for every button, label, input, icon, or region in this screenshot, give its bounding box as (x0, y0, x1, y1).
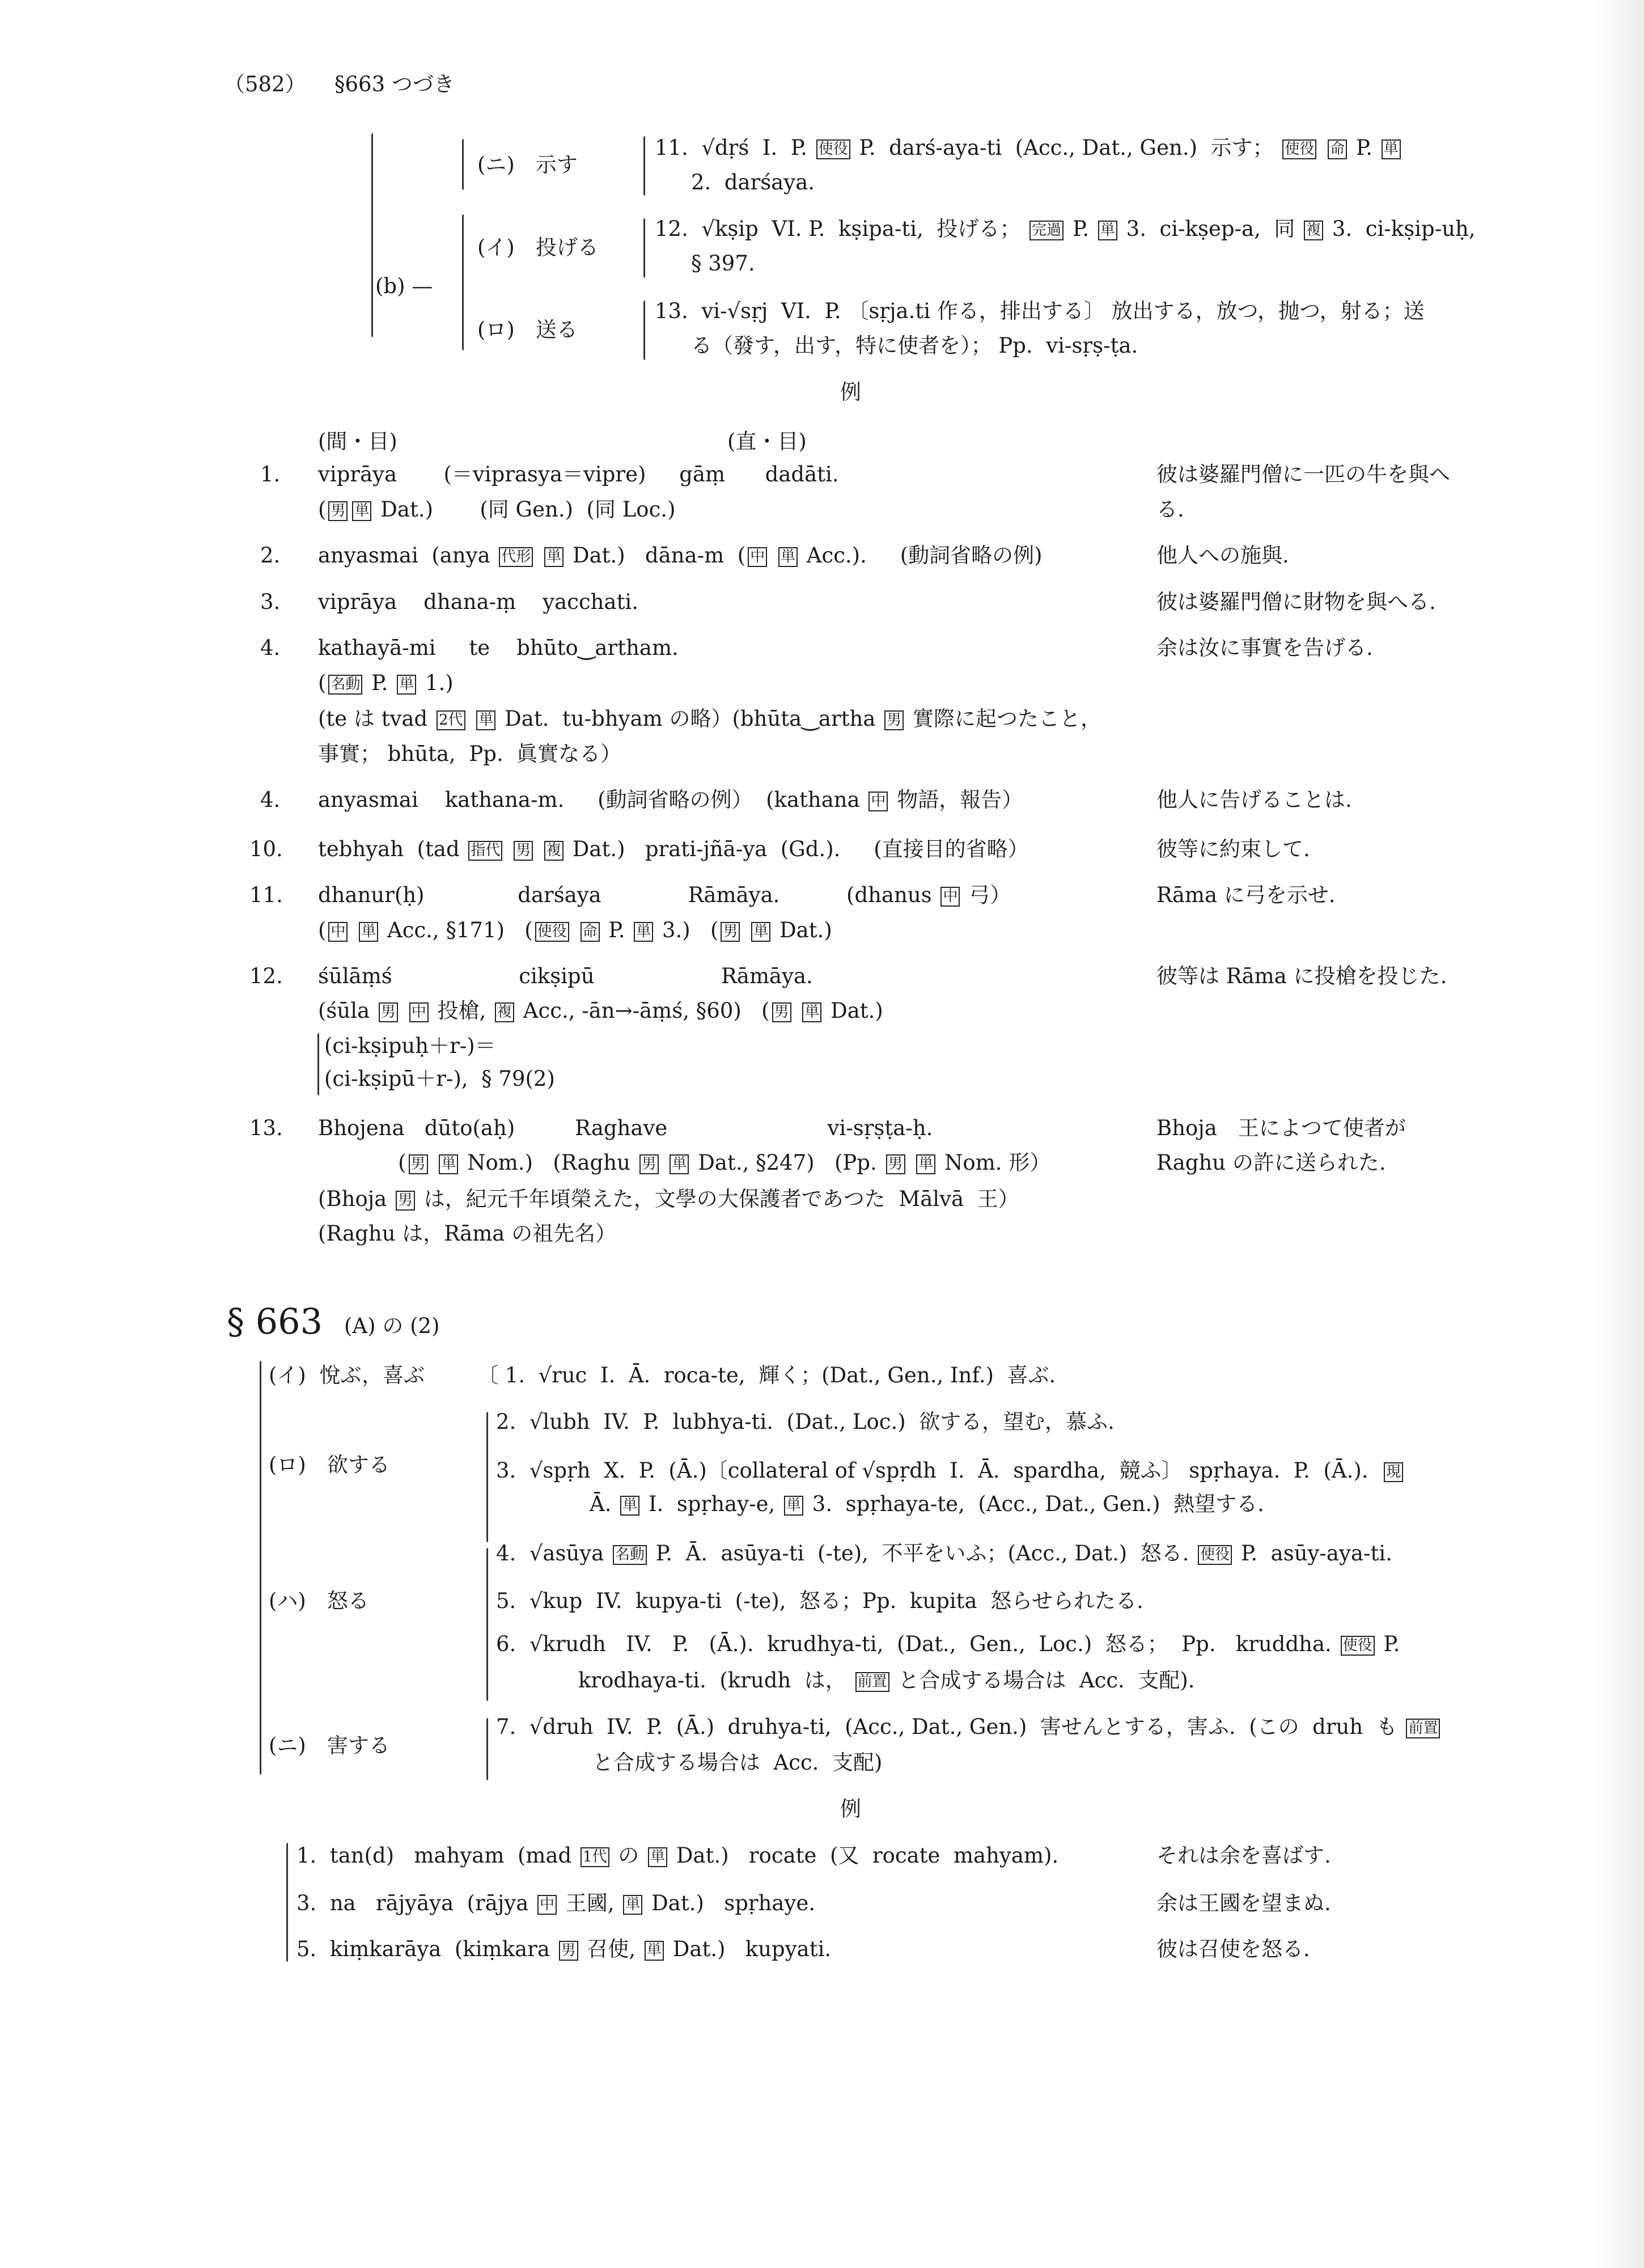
entry-line: 3. √spṛh X. P. (Ā.)〔collateral of √spṛdh I. Ā. spardha, 競ふ〕 spṛhaya. P. (Ā.). 現 (496, 1460, 1405, 1482)
grammar-abbrev-box: 指代 (468, 841, 502, 861)
grammar-abbrev-box: 単 (670, 1154, 689, 1174)
grammar-abbrev-box: 男 (772, 1002, 791, 1022)
section-heading: § 663 (227, 1301, 323, 1342)
category-label: (ニ) 害する (269, 1733, 390, 1758)
grammar-abbrev-box: 複 (1304, 221, 1323, 240)
brace (643, 218, 645, 278)
translation: 余は王國を望まぬ. (1156, 1891, 1331, 1915)
grammar-abbrev-box: 単 (648, 1847, 667, 1867)
example-text: dhanur(ḥ) darśaya Rāmāya. (dhanus 中 弓） (318, 883, 1011, 907)
grammar-abbrev-box: 使役 (816, 139, 850, 159)
grammar-abbrev-box: 単 (623, 1895, 642, 1915)
example-number: 13. (249, 1116, 283, 1140)
example-text: (ci-kṣipū＋r-), § 79(2) (324, 1067, 555, 1091)
column-label-direct-object: (直・目) (727, 429, 807, 454)
example-text: 5. kiṃkarāya (kiṃkara 男 召使, 単 Dat.) kupyati. (296, 1937, 832, 1961)
entry-line: § 397. (691, 251, 755, 276)
grammar-abbrev-box: 男 (514, 841, 533, 861)
grammar-abbrev-box: 単 (439, 1154, 458, 1174)
outer-brace (371, 133, 373, 337)
category-label: (ロ) 欲する (269, 1453, 390, 1477)
grammar-abbrev-box: 単 (645, 1941, 664, 1961)
grammar-abbrev-box: 単 (397, 675, 416, 695)
grammar-abbrev-box: 男 (328, 501, 348, 521)
entry-line: 4. √asūya 名動 P. Ā. asūya-ti (-te), 不平をいふ；(Acc., Dat.) 怒る. 使役 P. asūy-aya-ti. (496, 1541, 1392, 1565)
column-label-indirect-object: (間・目) (318, 429, 397, 454)
grammar-abbrev-box: 名動 (328, 675, 362, 695)
grammar-abbrev-box: 代形 (499, 547, 533, 567)
example-number: 2. (260, 543, 281, 568)
category-label: (ロ) 送る (477, 318, 578, 342)
grammar-abbrev-box: 単 (802, 1002, 821, 1022)
grammar-abbrev-box: 単 (620, 1496, 639, 1516)
grammar-abbrev-box: 複 (495, 1002, 514, 1022)
entry-line: 13. vi-√sṛj VI. P. 〔sṛja.ti 作る，排出する〕 放出する，放つ，抛つ，射る；送 (655, 299, 1425, 323)
example-number: 11. (249, 883, 283, 907)
grammar-abbrev-box: 単 (544, 547, 563, 567)
translation: 彼は婆羅門僧に財物を與へる. (1156, 590, 1436, 614)
example-text: anyasmai (anya 代形 単 Dat.) dāna-m ( 中 単 Acc.). (動詞省略の例) (318, 543, 1043, 568)
grammar-abbrev-box: 単 (916, 1154, 935, 1174)
entry-line: Ā. 単 I. spṛhay-e, 単 3. spṛhaya-te, (Acc., Dat., Gen.) 熱望する. (590, 1492, 1264, 1516)
entry-line: 2. darśaya. (691, 170, 815, 194)
running-section-title: §663 つづき (334, 72, 455, 96)
entry-line: 7. √druh IV. P. (Ā.) druhya-ti, (Acc., Dat., Gen.) 害せんとする，害ふ. (この druh も 前置 (496, 1716, 1442, 1738)
example-number: 1. (260, 462, 281, 486)
grammar-abbrev-box: 使役 (1198, 1545, 1232, 1565)
translation: 彼は召使を怒る. (1156, 1937, 1310, 1961)
example-number: 3. (260, 590, 281, 614)
translation: 彼等に約束して. (1156, 837, 1310, 861)
brace-i-ro (462, 214, 464, 350)
grammar-abbrev-box: 単 (1098, 221, 1117, 240)
grammar-abbrev-box: 単 (359, 922, 378, 942)
grammar-abbrev-box: 1代 (581, 1847, 609, 1867)
grammar-abbrev-box: 男 (884, 710, 904, 730)
grammar-abbrev-box: 男 (639, 1154, 659, 1174)
example-text: (śūla 男 中 投槍, 複 Acc., -ān→-āṃś, §60) ( 男 単 Dat.) (318, 998, 883, 1023)
example-number: 4. (260, 788, 281, 812)
category-label: (イ) 投げる (477, 235, 599, 260)
examples-heading: 例 (840, 1797, 861, 1821)
translation: 余は汝に事實を告げる. (1156, 636, 1373, 660)
scan-edge-shadow (1593, 0, 1644, 2268)
entry-line: 〔 1. √ruc I. Ā. roca-te, 輝く；(Dat., Gen., Inf.) 喜ぶ. (477, 1363, 1056, 1387)
entry-line: krodhaya-ti. (krudh は， 前置 と合成する場合は Acc. 支配). (578, 1668, 1195, 1692)
grammar-abbrev-box: 男 (886, 1154, 905, 1174)
grammar-abbrev-box: 単 (778, 547, 798, 567)
group-b-label: (b) — (375, 274, 433, 298)
translation: 彼は婆羅門僧に一匹の牛を與へ (1156, 462, 1450, 486)
entry-line: 2. √lubh IV. P. lubhya-ti. (Dat., Loc.) 欲する，望む，慕ふ. (496, 1410, 1115, 1434)
grammar-abbrev-box: 中 (328, 922, 348, 942)
category-label: (ハ) 怒る (269, 1589, 369, 1613)
entry-line: る（發す，出す，特に使者を）； Pp. vi-sṛṣ-ṭa. (691, 333, 1138, 358)
example-text: (Raghu は，Rāma の祖先名） (318, 1221, 617, 1246)
grammar-abbrev-box: 単 (751, 922, 770, 942)
grammar-abbrev-box: 単 (634, 922, 653, 942)
category-label: (イ) 悅ぶ，喜ぶ (269, 1363, 425, 1387)
example-number: 4. (260, 636, 281, 660)
translation: それは余を喜ばす. (1156, 1843, 1331, 1868)
example-text: anyasmai kathana-m. (動詞省略の例） (kathana 中 物語，報告） (318, 788, 1023, 812)
translation: 彼等は Rāma に投槍を投じた. (1156, 964, 1447, 988)
example-text: ( 中 単 Acc., §171) ( 使役 命 P. 単 3.) ( 男 単 Dat.) (318, 918, 832, 942)
example-text: ( 男 単 Dat.) (同 Gen.) (同 Loc.) (318, 497, 676, 522)
grammar-abbrev-box: 命 (581, 922, 600, 942)
grammar-abbrev-box: 複 (544, 841, 563, 861)
grammar-abbrev-box: 男 (721, 922, 740, 942)
translation: 他人に告げることは. (1156, 788, 1352, 812)
example-text: 3. na rājyāya (rājya 中 王國, 単 Dat.) spṛhaye. (296, 1891, 816, 1915)
brace (643, 136, 645, 196)
grammar-abbrev-box: 名動 (613, 1545, 647, 1565)
page-number: （582） (224, 72, 306, 96)
grammar-abbrev-box: 使役 (1341, 1636, 1375, 1656)
example-text: śūlāṃś cikṣipū Rāmāya. (318, 964, 813, 988)
grammar-abbrev-box: 前置 (855, 1672, 889, 1692)
grammar-abbrev-box: 単 (476, 710, 495, 730)
translation: 他人への施與. (1156, 543, 1289, 568)
entry-line: と合成する場合は Acc. 支配) (592, 1750, 883, 1775)
example-text: (ci-kṣipuḥ＋r-)＝ (324, 1034, 496, 1058)
grammar-abbrev-box: 使役 (1282, 139, 1316, 159)
example-text: (te は tvad 2代 単 Dat. tu-bhyam の略）(bhūta‿artha 男 實際に起つたこと， (318, 706, 1101, 731)
brace-ni (462, 139, 464, 190)
entry-line: 11. √dṛś I. P. 使役 P. darś-aya-ti (Acc., Dat., Gen.) 示す； 使役 命 P. 単 (655, 137, 1403, 159)
example-text: tebhyah (tad 指代 男 複 Dat.) prati-jñā-ya (Gd.). (直接目的省略） (318, 837, 1029, 861)
grammar-abbrev-box: 中 (537, 1895, 557, 1915)
grammar-abbrev-box: 使役 (535, 922, 569, 942)
grammar-abbrev-box: 単 (784, 1496, 803, 1516)
brace (486, 1412, 488, 1542)
grammar-abbrev-box: 2代 (437, 710, 465, 730)
grammar-abbrev-box: 中 (748, 547, 767, 567)
brace (286, 1843, 288, 1962)
translation: る. (1156, 497, 1184, 522)
grammar-abbrev-box: 中 (409, 1002, 429, 1022)
example-text: viprāya (＝viprasya＝vipre) gāṃ dadāti. (318, 462, 839, 486)
example-number: 10. (249, 837, 283, 861)
example-text: ( 男 単 Nom.) (Raghu 男 単 Dat., §247) (Pp. 男 単 Nom. 形） (318, 1150, 1051, 1175)
grammar-abbrev-box: 単 (352, 501, 371, 521)
grammar-abbrev-box: 中 (868, 792, 888, 811)
grammar-abbrev-box: 命 (1328, 139, 1347, 159)
entry-line: 5. √kup IV. kupya-ti (-te), 怒る；Pp. kupita 怒らせられたる. (496, 1589, 1143, 1613)
section-subtitle: (A) の (2) (344, 1314, 440, 1338)
example-text: (Bhoja 男 は，紀元千年頃榮えた，文學の大保護者であつた Mālvā 王） (318, 1187, 1019, 1211)
example-text: 1. tan(d) mahyam (mad 1代 の 単 Dat.) rocate (又 rocate mahyam). (296, 1843, 1059, 1868)
grammar-abbrev-box: 現 (1384, 1462, 1403, 1482)
brace (486, 1548, 488, 1701)
brace (317, 1033, 319, 1095)
entry-line: 6. √krudh IV. P. (Ā.). krudhya-ti, (Dat., Gen., Loc.) 怒る； Pp. kruddha. 使役 P. (496, 1632, 1400, 1656)
grammar-abbrev-box: 男 (409, 1154, 428, 1174)
translation: Rāma に弓を示せ. (1156, 883, 1336, 907)
grammar-abbrev-box: 中 (940, 887, 960, 907)
grammar-abbrev-box: 完過 (1029, 221, 1063, 240)
translation: Raghu の許に送られた. (1156, 1150, 1386, 1175)
grammar-abbrev-box: 単 (1382, 139, 1401, 159)
grammar-abbrev-box: 男 (379, 1002, 398, 1022)
grammar-abbrev-box: 前置 (1406, 1719, 1440, 1738)
category-label: (ニ) 示す (477, 153, 578, 177)
example-text: 事實； bhūta, Pp. 眞實なる） (318, 742, 622, 766)
example-text: viprāya dhana-ṃ yacchati. (318, 590, 639, 614)
outer-brace (260, 1361, 261, 1775)
example-text: ( 名動 P. 単 1.) (318, 671, 454, 695)
translation: Bhoja 王によつて使者が (1156, 1116, 1406, 1140)
grammar-abbrev-box: 男 (559, 1941, 578, 1961)
brace (643, 301, 645, 360)
example-text: Bhojena dūto(aḥ) Raghave vi-sṛṣṭa-ḥ. (318, 1116, 933, 1140)
brace (486, 1718, 488, 1780)
grammar-abbrev-box: 男 (396, 1191, 415, 1211)
examples-heading: 例 (840, 380, 861, 404)
example-text: kathayā-mi te bhūto‿artham. (318, 636, 679, 660)
entry-line: 12. √kṣip VI. P. kṣipa-ti, 投げる； 完過 P. 単 3. ci-kṣep-a, 同 複 3. ci-kṣip-uḥ, (655, 217, 1476, 241)
example-number: 12. (249, 964, 283, 988)
